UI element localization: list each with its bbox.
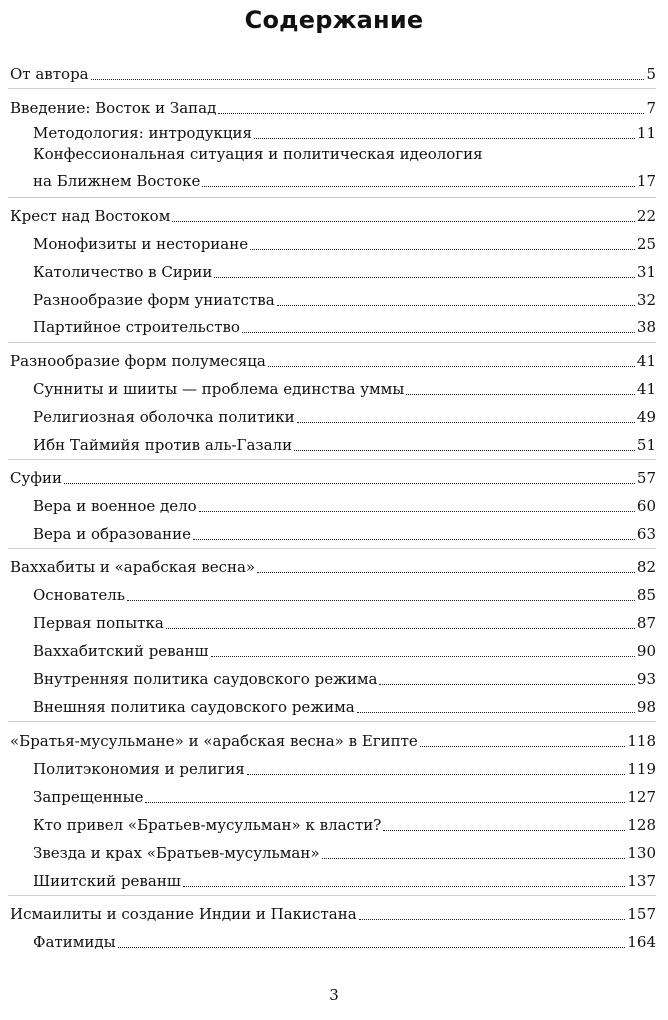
toc-entry-page: 157 (627, 905, 656, 923)
toc-entry-title: Сунниты и шииты — проблема единства уммы (33, 380, 405, 398)
toc-entry (33, 228, 656, 256)
dot-leader (118, 947, 626, 948)
toc-entry-title: Методология: интродукция (33, 124, 253, 142)
section-divider (8, 721, 656, 722)
toc-entry-page: 11 (636, 124, 656, 142)
toc-entry (33, 781, 656, 809)
toc-entry (10, 345, 656, 373)
toc-entry-title: Вера и образование (33, 525, 192, 543)
dot-leader (145, 802, 625, 803)
toc-entry-title: Ваххабиты и «арабская весна» (10, 558, 256, 576)
toc-entry (33, 607, 656, 635)
toc-entry-title: Ваххабитский реванш (33, 642, 209, 660)
toc-entry-title: Запрещенные (33, 788, 144, 806)
toc-entry-page: 128 (627, 816, 656, 834)
toc-entry (33, 256, 656, 284)
toc-entry (10, 58, 656, 86)
toc-entry-page: 164 (627, 933, 656, 951)
toc-entry-title: Кто привел «Братьев-мусульман» к власти? (33, 816, 382, 834)
toc-entry-page: 49 (636, 408, 656, 426)
toc-entry-title: Религиозная оболочка политики (33, 408, 295, 426)
section-divider (8, 197, 656, 198)
toc-entry (33, 117, 656, 145)
toc-entry-title: Введение: Восток и Запад (10, 99, 217, 117)
dot-leader (383, 830, 625, 831)
toc-entry (10, 551, 656, 579)
dot-leader (268, 366, 635, 367)
toc-entry (33, 311, 656, 339)
toc-entry (33, 401, 656, 429)
toc-entry-title: Крест над Востоком (10, 207, 171, 225)
toc-entry-title: От автора (10, 65, 89, 83)
toc-entry-title: Разнообразие форм униатства (33, 291, 275, 309)
toc-entry (33, 635, 656, 663)
toc-entry-page: 137 (627, 872, 656, 890)
toc-entry (33, 926, 656, 954)
toc-entry (33, 518, 656, 546)
toc-entry (33, 865, 656, 893)
toc-entry (10, 92, 656, 120)
toc-entry (33, 691, 656, 719)
dot-leader (211, 656, 635, 657)
toc-entry-title: Фатимиды (33, 933, 116, 951)
toc-entry-page: 60 (636, 497, 656, 515)
dot-leader (257, 572, 635, 573)
dot-leader (127, 600, 635, 601)
toc-entry (33, 429, 656, 457)
toc-entry-page: 7 (646, 99, 656, 117)
toc-entry-title: Политэкономия и религия (33, 760, 245, 778)
toc-entry-title: Шиитский реванш (33, 872, 181, 890)
toc-entry-page: 90 (636, 642, 656, 660)
toc-entry-page: 38 (636, 318, 656, 336)
toc-entry (33, 490, 656, 518)
dot-leader (199, 511, 635, 512)
toc-entry-title: Разнообразие форм полумесяца (10, 352, 266, 370)
toc-entry-page: 119 (627, 760, 656, 778)
toc-entry (33, 284, 656, 312)
dot-leader (359, 919, 626, 920)
toc-entry (10, 725, 656, 753)
toc-entry-page: 25 (636, 235, 656, 253)
section-divider (8, 895, 656, 896)
toc-entry-page: 85 (636, 586, 656, 604)
toc-entry-page: 32 (636, 291, 656, 309)
section-divider (8, 548, 656, 549)
toc-entry-page: 130 (627, 844, 656, 862)
dot-leader (242, 332, 635, 333)
toc-entry (33, 837, 656, 865)
toc-entry-title: Внутренняя политика саудовского режима (33, 670, 378, 688)
toc-entry-title: Звезда и крах «Братьев-мусульман» (33, 844, 320, 862)
dot-leader (250, 249, 635, 250)
dot-leader (91, 79, 645, 80)
dot-leader (322, 858, 626, 859)
toc-entry-title: Монофизиты и несториане (33, 235, 249, 253)
toc-entry (33, 753, 656, 781)
section-divider (8, 342, 656, 343)
toc-entry-page: 31 (636, 263, 656, 281)
dot-leader (294, 450, 635, 451)
toc-entry-page: 127 (627, 788, 656, 806)
section-divider (8, 88, 656, 89)
dot-leader (420, 746, 626, 747)
toc-entry-page: 5 (646, 65, 656, 83)
dot-leader (193, 539, 635, 540)
toc-entry (33, 373, 656, 401)
toc-entry-title: «Братья-мусульмане» и «арабская весна» в Египте (10, 732, 418, 750)
dot-leader (183, 886, 626, 887)
dot-leader (214, 277, 634, 278)
toc-entry (33, 579, 656, 607)
toc-entry-page: 51 (636, 436, 656, 454)
toc-entry-page: 93 (636, 670, 656, 688)
toc-entry (33, 809, 656, 837)
dot-leader (172, 221, 635, 222)
toc-entry (33, 663, 656, 691)
toc-entry-page: 63 (636, 525, 656, 543)
page-title: Содержание (244, 6, 424, 34)
dot-leader (357, 712, 635, 713)
dot-leader (379, 684, 634, 685)
toc-entry-title: Исмаилиты и создание Индии и Пакистана (10, 905, 357, 923)
toc-entry-page: 82 (636, 558, 656, 576)
toc-entry-page: 118 (627, 732, 656, 750)
toc-entry-page: 22 (636, 207, 656, 225)
toc-entry-title: Партийное строительство (33, 318, 240, 336)
toc-entry-page: 41 (636, 352, 656, 370)
toc-entry-title: Вера и военное дело (33, 497, 197, 515)
toc-entry (10, 898, 656, 926)
toc-entry-page: 87 (636, 614, 656, 632)
page-number: 3 (329, 986, 339, 1004)
toc-entry (10, 200, 656, 228)
dot-leader (297, 422, 635, 423)
toc-entry-title: на Ближнем Востоке (33, 172, 201, 190)
toc-entry-page: 57 (636, 469, 656, 487)
toc-entry-page: 41 (636, 380, 656, 398)
dot-leader (202, 186, 635, 187)
dot-leader (64, 483, 635, 484)
dot-leader (166, 628, 635, 629)
toc-entry-title: Суфии (10, 469, 63, 487)
toc-entry-title: Ибн Таймийя против аль-Газали (33, 436, 293, 454)
toc-entry-title: Основатель (33, 586, 125, 604)
dot-leader (277, 305, 635, 306)
dot-leader (254, 138, 635, 139)
dot-leader (247, 774, 626, 775)
dot-leader (218, 113, 644, 114)
toc-entry (10, 462, 656, 490)
toc-entry-title-line: Конфессиональная ситуация и политическая идеология (33, 145, 483, 163)
toc-entry-page: 98 (636, 698, 656, 716)
toc-entry (33, 145, 656, 193)
toc-entry-title: Внешняя политика саудовского режима (33, 698, 355, 716)
toc-entry-page: 17 (636, 172, 656, 190)
toc-entry-title: Католичество в Сирии (33, 263, 213, 281)
dot-leader (406, 394, 635, 395)
toc-entry-title: Первая попытка (33, 614, 164, 632)
section-divider (8, 459, 656, 460)
